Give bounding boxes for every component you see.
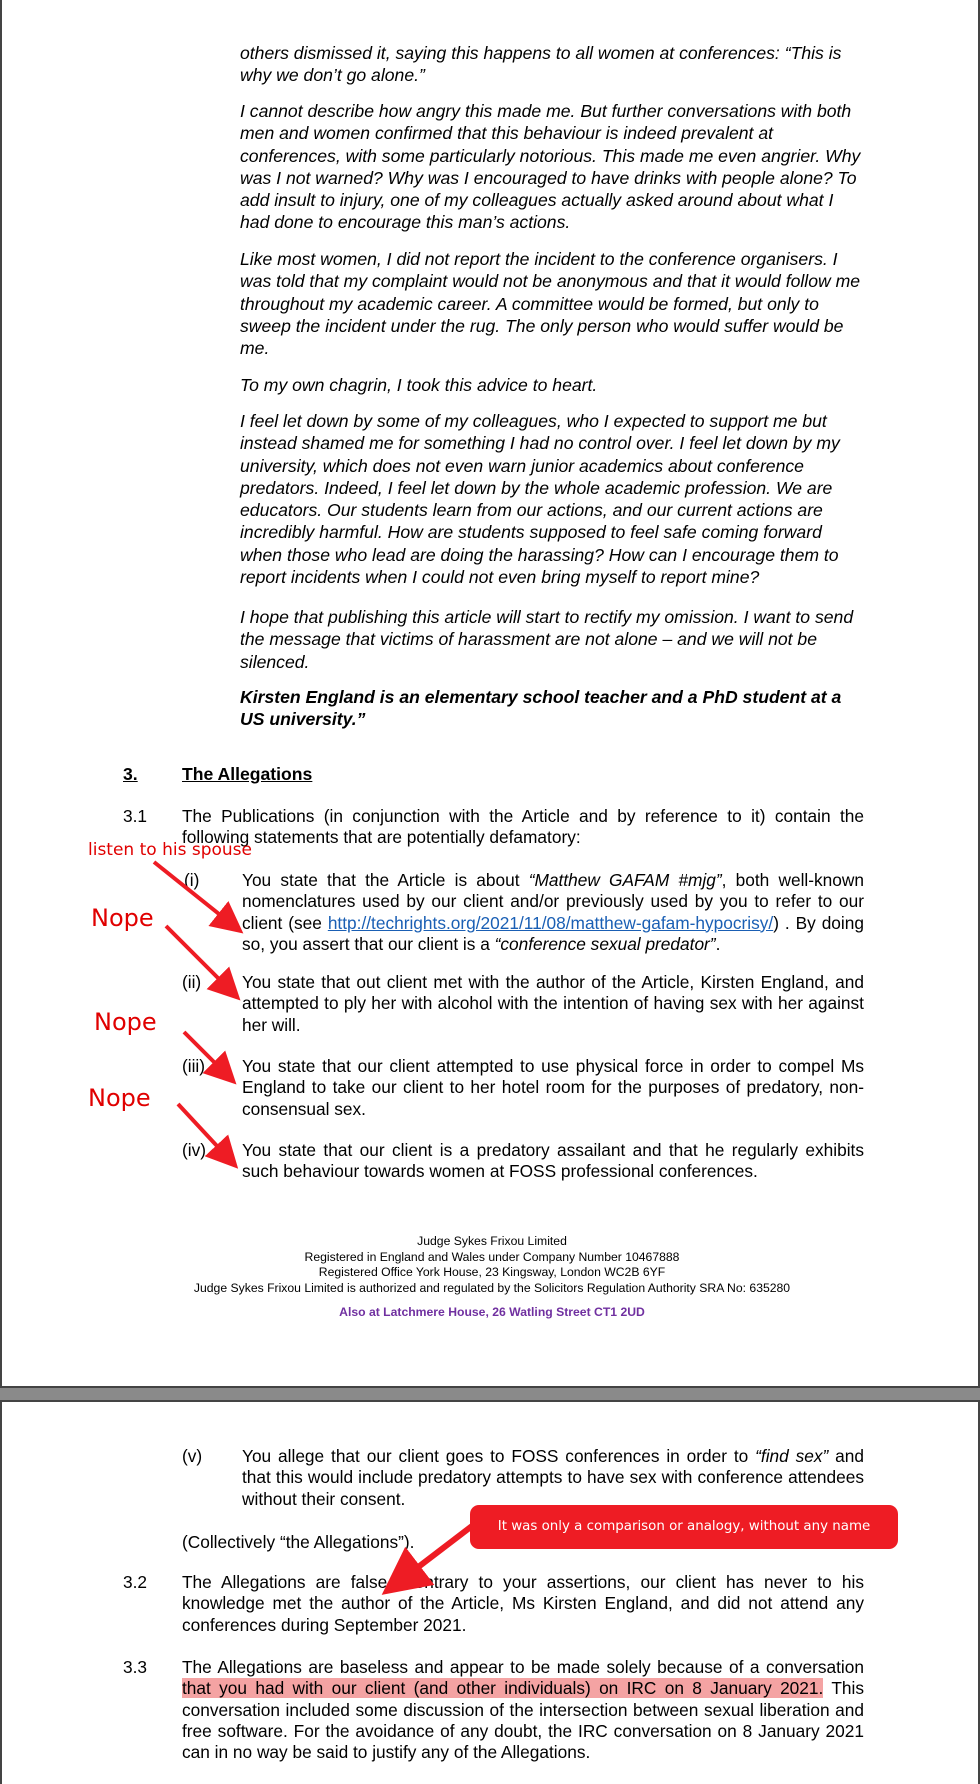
allegation-item: You state that our client is a predatory assailant and that he regularly exhibits such behaviour towards women at FOSS professional conferences. (242, 1140, 864, 1182)
item-italic: “find sex” (755, 1446, 829, 1466)
highlighted-text: that you had with our client (and other individuals) on IRC on 8 January 2021. (182, 1678, 824, 1699)
allegation-item: You state that our client attempted to use physical force in order to compel Ms England to take our client to her hotel room for the purposes of predatory, non-consensual sex. (242, 1056, 864, 1119)
footer-address: Also at Latchmere House, 26 Watling Street CT1 2UD (339, 1305, 645, 1319)
item-number: (iv) (182, 1140, 206, 1160)
annotation-nope: Nope (88, 1084, 151, 1112)
section-number: 3. (123, 764, 138, 784)
quote-paragraph: I feel let down by some of my colleagues, who I expected to support me but instead shamed me for something I had no control over. I feel let down by my university, which does not even warn junior academics about conference predators. Indeed, I feel let down by the whole academic profession. We are educators. Our students learn from our actions, and our current actions are incredibly harmful. How are students supposed to feel safe coming forward when those who lead are doing the harassing? How can I encourage them to report incidents when I could not even bring myself to report mine? (240, 411, 840, 588)
quote-paragraph: I hope that publishing this article will start to rectify my omission. I want to send the message that victims of harassment are not alone – and we will not be silenced. (240, 607, 854, 672)
annotation-bubble: It was only a comparison or analogy, without any name (470, 1505, 898, 1549)
item-text: You allege that our client goes to FOSS conferences in order to (242, 1446, 756, 1466)
item-number: (ii) (182, 972, 202, 992)
techrights-link[interactable]: http://techrights.org/2021/11/08/matthew-gafam-hypocrisy/ (327, 912, 774, 933)
quote-paragraph: others dismissed it, saying this happens to all women at conferences: “This is why we don’t go alone.” (240, 43, 842, 86)
item-text: You state that the Article is about (242, 870, 529, 890)
item-number: (i) (184, 870, 200, 890)
author-bio: Kirsten England is an elementary school teacher and a PhD student at a US university.” (240, 687, 842, 730)
item-text: ) . By doing so, you assert that our client is a (242, 912, 864, 954)
footer-line: Judge Sykes Frixou Limited (417, 1234, 567, 1248)
quote-paragraph: I cannot describe how angry this made me. But further conversations with both men and women confirmed that this behaviour is indeed prevalent at conferences, with some particularly notorious. This made me even angrier. Why was I not warned? Why was I encouraged to have drinks with people alone? To add insult to injury, one of my colleagues actually asked around about what I had done to encourage this man’s actions. (240, 101, 861, 233)
clause-number: 3.1 (123, 806, 148, 826)
footer-line: Registered Office York House, 23 Kingsway, London WC2B 6YF (318, 1265, 666, 1279)
quote-paragraph: Like most women, I did not report the incident to the conference organisers. I was told that my complaint would not be anonymous and that it would follow me throughout my academic career. A committee would be formed, but only to sweep the incident under the rug. The only person who would suffer would be me. (240, 249, 861, 359)
footer-line: Judge Sykes Frixou Limited is authorized and regulated by the Solicitors Regulation Authority SRA No: 635280 (193, 1280, 791, 1295)
clause-3-2: The Allegations are false. Contrary to your assertions, our client has never to his knowledge met the author of the Article, Ms Kirsten England, and did not attend any conferences during September 2021. (182, 1572, 864, 1635)
clause-3-1: The Publications (in conjunction with the Article and by reference to it) contain the following statements that are potentially defamatory: (182, 806, 864, 848)
annotation-nope: Nope (91, 904, 154, 932)
arrow-line (396, 1526, 472, 1584)
item-italic: “Matthew GAFAM #mjg” (528, 870, 722, 890)
item-number: (iii) (182, 1056, 206, 1076)
clause-number: 3.2 (123, 1572, 148, 1592)
annotation-nope: Nope (94, 1008, 157, 1036)
item-text: . (715, 933, 721, 954)
clause-number: 3.3 (123, 1657, 148, 1677)
collectively-line: (Collectively “the Allegations”). (182, 1532, 415, 1552)
item-italic: “conference sexual predator” (494, 933, 716, 954)
item-number: (v) (182, 1446, 203, 1466)
item-text: , both well-known nomenclatures used by our client and/or previously used by you to refer to our client (see (242, 870, 864, 933)
section-title: The Allegations (182, 764, 313, 784)
allegation-item: You state that out client met with the author of the Article, Kirsten England, and attempted to ply her with alcohol with the intention of having sex with her against her will. (242, 972, 864, 1035)
clause-text: This conversation included some discussion of the intersection between sexual liberation and free software. For the avoidance of any doubt, the IRC conversation on 8 January 2021 can in no way be said to justify any of the Allegations. (182, 1678, 864, 1763)
annotation-spouse: listen to his spouse (88, 840, 252, 860)
item-text: and that this would include predatory attempts to have sex with conference attendees without their consent. (242, 1446, 864, 1509)
clause-text: The Allegations are baseless and appear to be made solely because of a conversation (182, 1657, 864, 1677)
quote-paragraph: To my own chagrin, I took this advice to heart. (240, 375, 598, 395)
footer-line: Registered in England and Wales under Company Number 10467888 (304, 1249, 680, 1264)
